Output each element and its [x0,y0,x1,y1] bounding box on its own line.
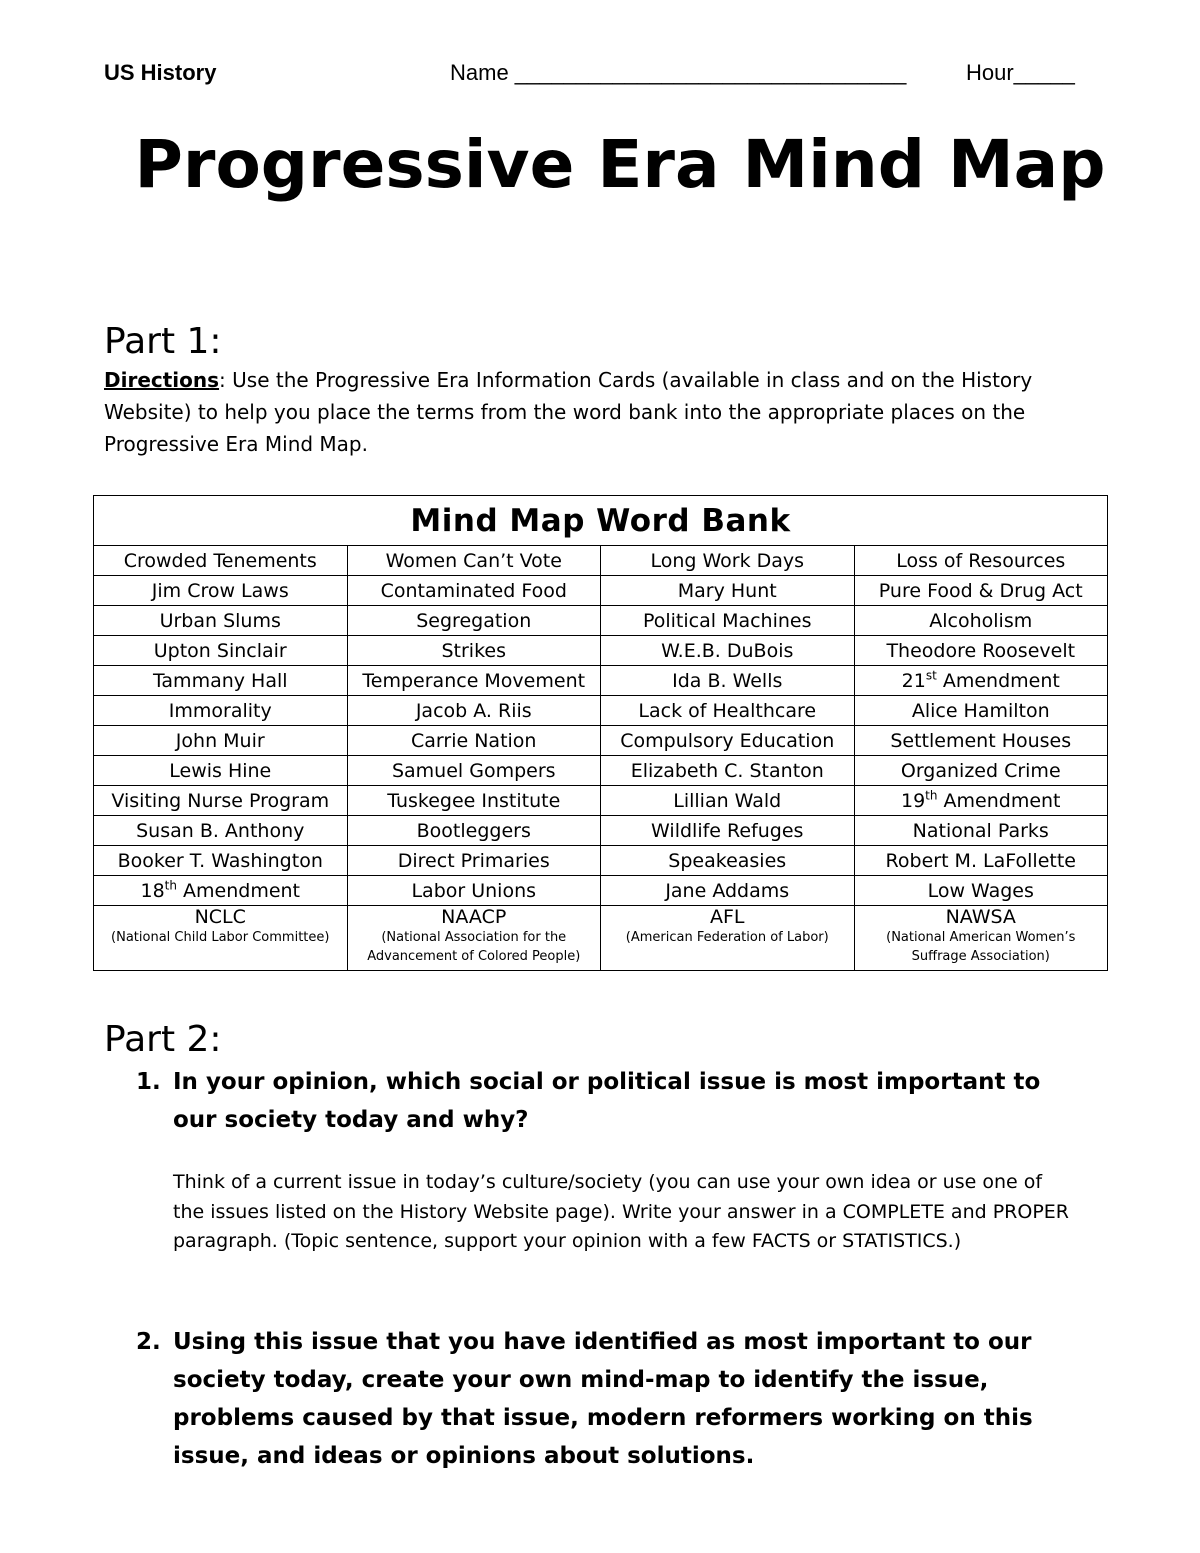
word-bank-term [601,666,855,696]
word-bank-term [854,726,1108,756]
word-bank-organization [347,906,601,971]
term-text: 18 [140,879,165,902]
term-text: Organized Crime [900,759,1061,782]
word-bank-term [94,606,348,636]
word-bank-term [854,786,1108,816]
question-2 [136,1323,1086,1479]
term-text: Ida B. Wells [672,669,783,692]
word-bank-term [601,606,855,636]
question-2-text: Using this issue that you have identified as most important to our society today, create your own mind-map to identify the issue, problems caused by that issue, modern reformers working on this issue, and ideas or opinions about solutions. [173,1329,1033,1469]
worksheet-header [104,60,1096,90]
table-row [94,816,1108,846]
organization-abbreviation: NAACP [441,906,507,928]
term-text: Compulsory Education [620,729,835,752]
word-bank-organization [601,906,855,971]
table-row [94,906,1108,971]
term-text: 19 [900,789,926,812]
part1-heading: Part 1: [104,321,222,362]
word-bank-term [94,696,348,726]
word-bank-term [94,756,348,786]
word-bank-term [854,546,1108,576]
word-bank-body [94,546,1108,971]
term-text: Jim Crow Laws [151,579,289,602]
term-text: Susan B. Anthony [136,819,305,842]
word-bank-term [601,816,855,846]
term-text: Samuel Gompers [391,759,556,782]
word-bank-term [94,546,348,576]
word-bank-term [347,696,601,726]
word-bank-term [601,726,855,756]
class-hour-field: Hour_____ [966,60,1075,85]
word-bank-term [854,636,1108,666]
word-bank-term [347,546,601,576]
word-bank-organization [94,906,348,971]
word-bank-term [347,816,601,846]
table-row [94,606,1108,636]
student-name-field: Name ________________________________ [450,60,907,85]
word-bank-title: Mind Map Word Bank [94,496,1108,546]
term-text: Segregation [416,609,532,632]
word-bank-term [347,726,601,756]
term-text: Lack of Healthcare [638,699,817,722]
term-text: Immorality [168,699,272,722]
term-text: Upton Sinclair [153,639,287,662]
term-text: Women Can’t Vote [385,549,562,572]
word-bank-organization [854,906,1108,971]
question-1-instructions: Think of a current issue in today’s culture/society (you can use your own idea or use one of the issues listed on the History Website page). Write your answer in a COMPLETE and PROPER paragraph. (Topic sentence, support your opinion with a few FACTS or STATISTICS.) [173,1171,1069,1252]
word-bank-term [347,786,601,816]
word-bank-term [347,666,601,696]
word-bank-term [854,756,1108,786]
term-ordinal-suffix: st [925,668,937,683]
directions-text: : Use the Progressive Era Information Cards (available in class and on the History Website) to help you place the terms from the word bank into the appropriate places on the Progressive Era Mind Map. [104,368,1033,456]
term-text: Mary Hunt [677,579,777,602]
term-text: Visiting Nurse Program [111,789,330,812]
word-bank-term [347,636,601,666]
term-text: Contaminated Food [380,579,567,602]
term-text: Elizabeth C. Stanton [630,759,824,782]
word-bank-term [601,546,855,576]
term-text: Jacob A. Riis [415,699,532,722]
question-1 [136,1063,1086,1143]
term-text: Loss of Resources [896,549,1066,572]
term-text: Direct Primaries [397,849,550,872]
term-text-rest: Amendment [176,879,301,902]
word-bank-term [601,696,855,726]
table-row [94,576,1108,606]
term-text: Robert M. LaFollette [885,849,1076,872]
word-bank-term [94,636,348,666]
term-text-rest: Amendment [937,789,1061,812]
word-bank-term [854,576,1108,606]
term-text: Crowded Tenements [123,549,317,572]
term-text-rest: Amendment [936,669,1060,692]
word-bank-term [601,756,855,786]
word-bank-term [854,816,1108,846]
term-text: Bootleggers [416,819,531,842]
table-row [94,636,1108,666]
term-text: 21 [901,669,926,692]
word-bank-term [854,876,1108,906]
term-text: W.E.B. DuBois [661,639,794,662]
term-text: National Parks [912,819,1049,842]
term-text: Booker T. Washington [117,849,323,872]
term-text: Pure Food & Drug Act [878,579,1083,602]
part2-heading: Part 2: [104,1019,222,1060]
word-bank-table [93,495,1108,971]
question-1-text: In your opinion, which social or political issue is most important to our society today and why? [173,1069,1041,1133]
term-text: Alcoholism [929,609,1033,632]
organization-full-name: (National American Women’s Suffrage Association) [886,930,1076,964]
term-text: Low Wages [927,879,1034,902]
directions-label: Directions [104,368,220,392]
page-title: Progressive Era Mind Map [134,126,1106,203]
word-bank-term [94,846,348,876]
table-row [94,876,1108,906]
term-text: Lewis Hine [169,759,272,782]
term-text: Settlement Houses [890,729,1072,752]
table-row [94,666,1108,696]
word-bank-term [94,876,348,906]
word-bank-term [347,846,601,876]
table-row [94,726,1108,756]
word-bank-term [601,786,855,816]
word-bank-term [854,666,1108,696]
word-bank-term [347,576,601,606]
term-text: Wildlife Refuges [651,819,804,842]
word-bank-term [601,876,855,906]
term-text: Temperance Movement [362,669,586,692]
table-row [94,846,1108,876]
word-bank-term [601,846,855,876]
term-text: Jane Addams [665,879,790,902]
organization-full-name: (American Federation of Labor) [625,930,829,945]
word-bank-term [854,696,1108,726]
term-text: Alice Hamilton [911,699,1050,722]
word-bank-term [94,666,348,696]
word-bank-term [347,876,601,906]
word-bank-term [601,636,855,666]
term-text: Long Work Days [650,549,805,572]
term-ordinal-suffix: th [164,878,177,893]
question-2-number: 2. [136,1329,161,1355]
organization-full-name: (National Association for the Advancement of Colored People) [367,930,581,964]
part1-directions [104,364,1064,460]
table-row [94,696,1108,726]
word-bank-term [854,846,1108,876]
term-ordinal-suffix: th [925,788,938,803]
term-text: Theodore Roosevelt [886,639,1076,662]
word-bank-term [94,726,348,756]
term-text: Strikes [441,639,506,662]
word-bank-term [94,816,348,846]
term-text: Tuskegee Institute [387,789,561,812]
organization-abbreviation: NAWSA [945,906,1016,928]
term-text: Lillian Wald [673,789,782,812]
word-bank-term [601,576,855,606]
word-bank-term [94,786,348,816]
word-bank-term [94,576,348,606]
course-name: US History [104,60,217,85]
word-bank-term [347,756,601,786]
term-text: Tammany Hall [152,669,288,692]
term-text: Labor Unions [411,879,537,902]
term-text: Carrie Nation [411,729,537,752]
word-bank-term [854,606,1108,636]
table-row [94,786,1108,816]
term-text: Speakeasies [668,849,787,872]
question-1-number: 1. [136,1069,161,1095]
term-text: John Muir [175,729,265,752]
organization-full-name: (National Child Labor Committee) [111,930,330,945]
table-row [94,756,1108,786]
term-text: Political Machines [642,609,812,632]
organization-abbreviation: NCLC [194,906,246,928]
term-text: Urban Slums [159,609,281,632]
table-row [94,546,1108,576]
organization-abbreviation: AFL [709,906,745,928]
word-bank-term [347,606,601,636]
